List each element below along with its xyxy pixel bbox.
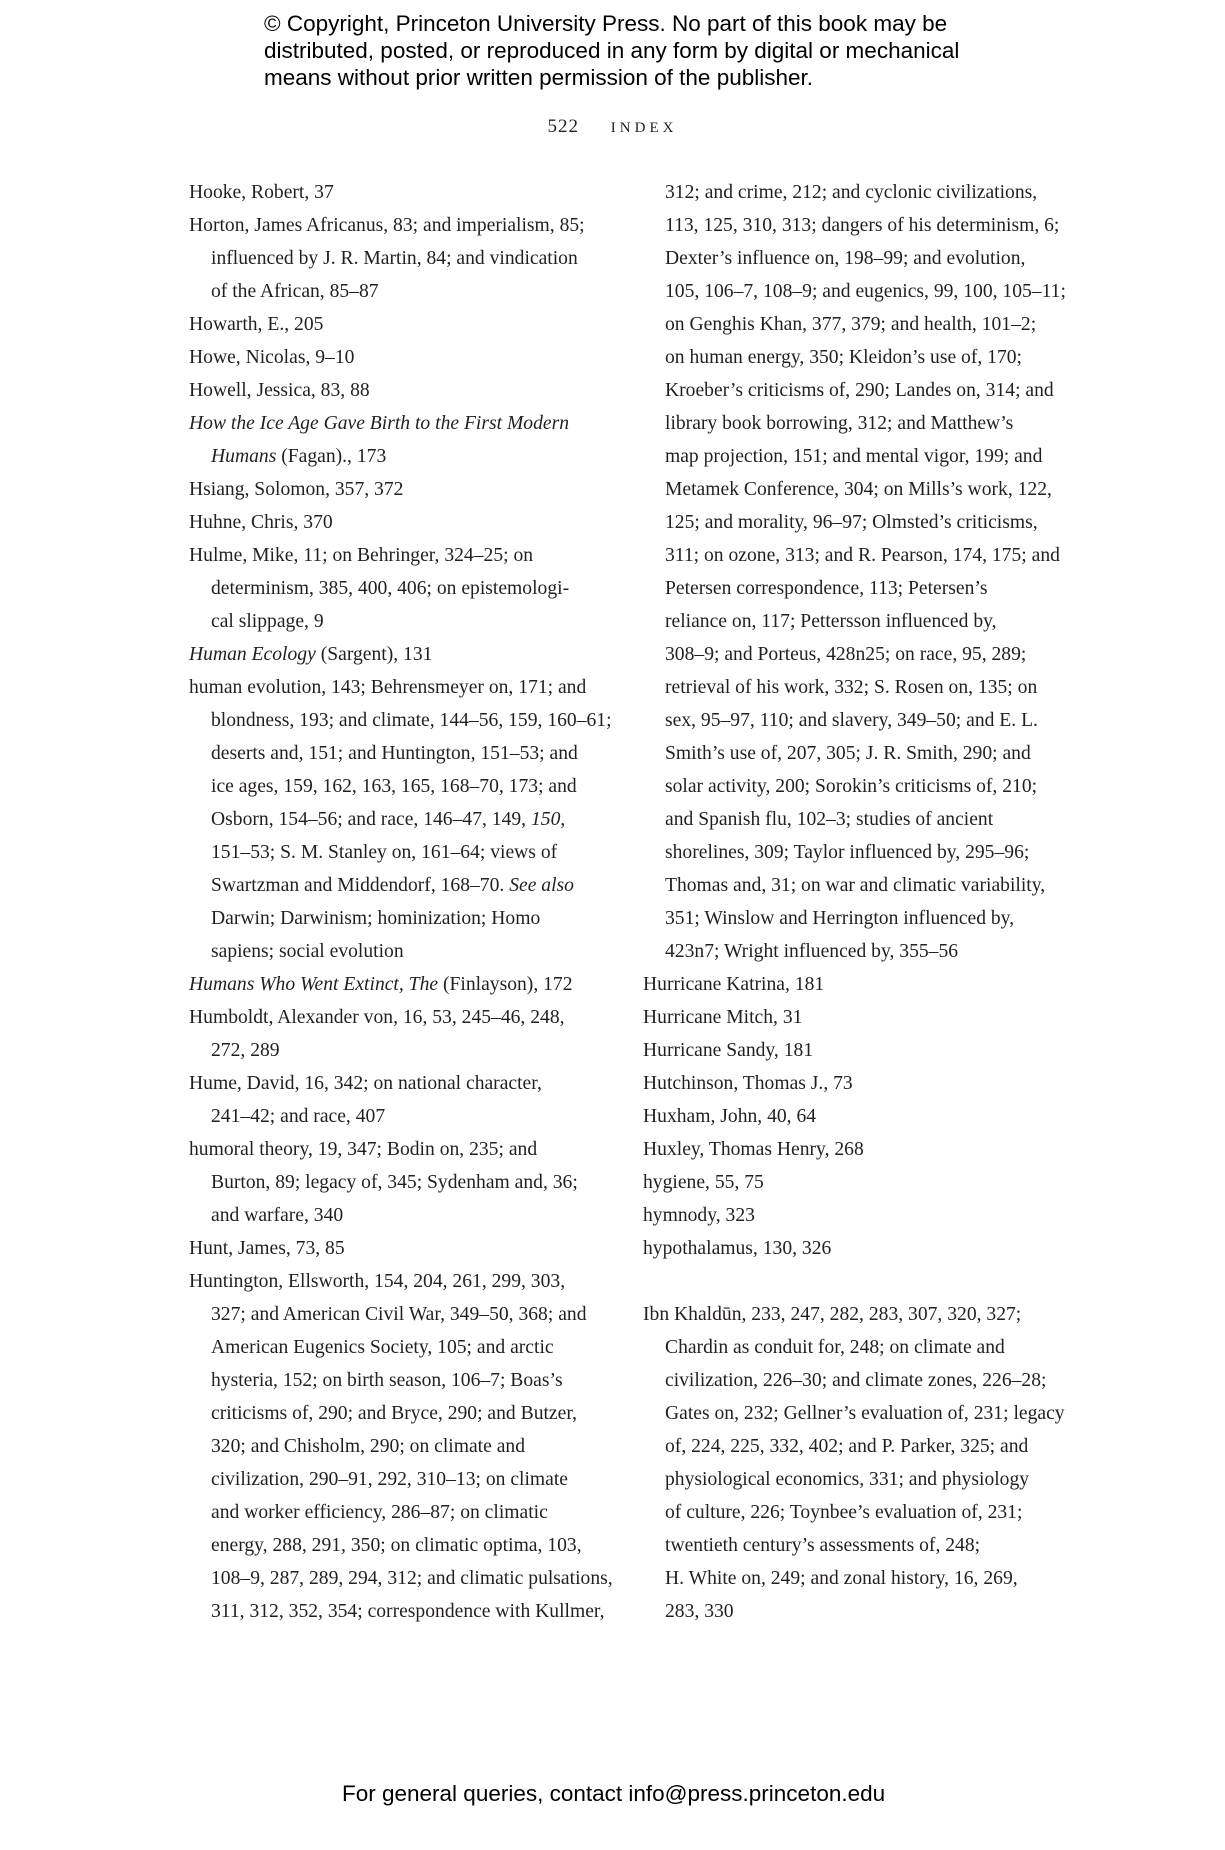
entry-text: solar activity, 200; Sorokin’s criticisms of, 210; (665, 776, 1038, 797)
index-entry-continuation (189, 1034, 609, 1067)
entry-text: energy, 288, 291, 350; on climatic optima, 103, (211, 1535, 582, 1556)
entry-text: determinism, 385, 400, 406; on epistemologi- (211, 578, 570, 599)
index-entry-continuation (189, 1562, 613, 1595)
index-entry-continuation (189, 1199, 609, 1232)
entry-text: Kroeber’s criticisms of, 290; Landes on, 314; and (665, 380, 1054, 401)
index-entry-continuation (643, 902, 1073, 935)
index-entry-continuation (189, 1463, 609, 1496)
index-entry-continuation (643, 638, 1073, 671)
index-entry (643, 1298, 1073, 1331)
entry-text: 108–9, 287, 289, 294, 312; and climatic pulsations, (211, 1568, 613, 1589)
entry-text: civilization, 226–30; and climate zones, 226–28; (665, 1370, 1047, 1391)
entry-text: influenced by J. R. Martin, 84; and vindication (211, 248, 578, 269)
index-entry-continuation (643, 539, 1073, 572)
index-entry (189, 968, 609, 1001)
entry-text: Metamek Conference, 304; on Mills’s work, 122, (665, 479, 1052, 500)
index-entry-continuation (189, 1595, 609, 1628)
index-entry-continuation (643, 1496, 1073, 1529)
index-entry-continuation (643, 176, 1073, 209)
entry-text: Howe, Nicolas, 9–10 (189, 347, 355, 368)
index-entry-continuation (189, 242, 609, 275)
index-entry-continuation (643, 440, 1073, 473)
entry-text: Hurricane Mitch, 31 (643, 1007, 803, 1028)
entry-text: 311, 312, 352, 354; correspondence with Kullmer, (211, 1601, 605, 1622)
entry-text: American Eugenics Society, 105; and arctic (211, 1337, 554, 1358)
index-entry-continuation (643, 869, 1073, 902)
index-entry-continuation (643, 275, 1073, 308)
index-entry-continuation (189, 902, 609, 935)
entry-text: Swartzman and Middendorf, 168–70. (211, 875, 510, 896)
index-entry-continuation (643, 671, 1073, 704)
entry-text: ice ages, 159, 162, 163, 165, 168–70, 173; and (211, 776, 577, 797)
entry-text: Hulme, Mike, 11; on Behringer, 324–25; on (189, 545, 534, 566)
index-entry-continuation (643, 770, 1073, 803)
italic-title-text: Human Ecology (189, 644, 316, 665)
entry-text: , (560, 809, 566, 830)
index-entry (189, 473, 609, 506)
entry-text: Smith’s use of, 207, 305; J. R. Smith, 290; and (665, 743, 1031, 764)
entry-text: Osborn, 154–56; and race, 146–47, 149, (211, 809, 531, 830)
index-column-right (643, 176, 1073, 1628)
entry-text: cal slippage, 9 (211, 611, 324, 632)
entry-text: 308–9; and Porteus, 428n25; on race, 95, 289; (665, 644, 1027, 665)
index-entry-continuation (643, 836, 1073, 869)
index-entry (643, 1166, 1073, 1199)
index-entry-continuation (189, 1430, 609, 1463)
index-entry-continuation (643, 803, 1073, 836)
index-entry-continuation (189, 1529, 609, 1562)
entry-text: Huxham, John, 40, 64 (643, 1106, 817, 1127)
index-entry (189, 374, 609, 407)
entry-text: sex, 95–97, 110; and slavery, 349–50; and E. L. (665, 710, 1038, 731)
entry-text: Hsiang, Solomon, 357, 372 (189, 479, 404, 500)
index-entry-continuation (643, 737, 1073, 770)
entry-text: 351; Winslow and Herrington influenced by, (665, 908, 1015, 929)
index-entry (643, 1001, 1073, 1034)
entry-text: twentieth century’s assessments of, 248; (665, 1535, 981, 1556)
entry-text: 423n7; Wright influenced by, 355–56 (665, 941, 959, 962)
index-entry-continuation (189, 737, 609, 770)
index-entry-continuation (189, 1166, 609, 1199)
index-entry (643, 1067, 1073, 1100)
index-entry (189, 506, 609, 539)
index-entry-continuation (189, 1496, 609, 1529)
entry-text: Hunt, James, 73, 85 (189, 1238, 345, 1259)
entry-text: hysteria, 152; on birth season, 106–7; Boas’s (211, 1370, 563, 1391)
copyright-notice (264, 10, 1024, 91)
entry-text: and warfare, 340 (211, 1205, 344, 1226)
italic-title-text: How the Ice Age Gave Birth to the First Modern (189, 413, 570, 434)
index-entry (189, 341, 609, 374)
italic-title-text: See also (509, 875, 574, 896)
entry-text: 327; and American Civil War, 349–50, 368; and (211, 1304, 587, 1325)
entry-text: on Genghis Khan, 377, 379; and health, 101–2; (665, 314, 1037, 335)
entry-text: Huntington, Ellsworth, 154, 204, 261, 299, 303, (189, 1271, 566, 1292)
entry-text: hygiene, 55, 75 (643, 1172, 764, 1193)
entry-text: humoral theory, 19, 347; Bodin on, 235; and (189, 1139, 538, 1160)
entry-text: 312; and crime, 212; and cyclonic civilizations, (665, 182, 1038, 203)
entry-text: 241–42; and race, 407 (211, 1106, 386, 1127)
index-entry-continuation (643, 242, 1073, 275)
index-entry (189, 671, 609, 704)
entry-text: hymnody, 323 (643, 1205, 755, 1226)
entry-text: H. White on, 249; and zonal history, 16, 269, (665, 1568, 1018, 1589)
entry-text: human evolution, 143; Behrensmeyer on, 171; and (189, 677, 587, 698)
index-entry-continuation (643, 374, 1073, 407)
entry-text: reliance on, 117; Pettersson influenced by, (665, 611, 997, 632)
page-number: 522 (547, 116, 580, 137)
index-entry-continuation (189, 275, 609, 308)
entry-text: Horton, James Africanus, 83; and imperialism, 85; (189, 215, 585, 236)
entry-text: of, 224, 225, 332, 402; and P. Parker, 325; and (665, 1436, 1029, 1457)
entry-text: 311; on ozone, 313; and R. Pearson, 174, 175; and (665, 545, 1060, 566)
entry-text: 151–53; S. M. Stanley on, 161–64; views of (211, 842, 558, 863)
index-entry (189, 638, 609, 671)
index-entry (189, 209, 609, 242)
entry-text: and worker efficiency, 286–87; on climatic (211, 1502, 548, 1523)
index-entry-continuation (189, 1364, 609, 1397)
index-entry-continuation (189, 1397, 609, 1430)
italic-title-text: Humans (211, 446, 277, 467)
index-entry-continuation (643, 308, 1073, 341)
entry-text: Gates on, 232; Gellner’s evaluation of, 231; legacy (665, 1403, 1065, 1424)
index-entry-continuation (189, 440, 609, 473)
entry-text: Hurricane Sandy, 181 (643, 1040, 814, 1061)
index-entry (643, 1232, 1073, 1265)
copyright-line: © Copyright, Princeton University Press. No part of this book may be (264, 11, 948, 36)
index-entry-continuation (189, 836, 609, 869)
index-entry-continuation (189, 1100, 609, 1133)
entry-text: retrieval of his work, 332; S. Rosen on, 135; on (665, 677, 1038, 698)
index-entry-continuation (643, 572, 1073, 605)
italic-title-text: Humans Who Went Extinct, The (189, 974, 439, 995)
entry-text: Huxley, Thomas Henry, 268 (643, 1139, 864, 1160)
entry-text: Thomas and, 31; on war and climatic variability, (665, 875, 1046, 896)
index-entry-continuation (643, 1430, 1073, 1463)
italic-title-text: 150 (530, 809, 561, 830)
entry-text: 125; and morality, 96–97; Olmsted’s criticisms, (665, 512, 1038, 533)
entry-text: sapiens; social evolution (211, 941, 404, 962)
index-entry-continuation (643, 1595, 1073, 1628)
index-entry-continuation (189, 605, 609, 638)
index-entry-continuation (643, 1529, 1073, 1562)
index-entry-continuation (643, 704, 1073, 737)
entry-text: (Fagan)., 173 (276, 446, 387, 467)
entry-text: Humboldt, Alexander von, 16, 53, 245–46, 248, (189, 1007, 565, 1028)
entry-text: Huhne, Chris, 370 (189, 512, 333, 533)
entry-text: physiological economics, 331; and physiology (665, 1469, 1030, 1490)
entry-text: Howarth, E., 205 (189, 314, 324, 335)
entry-text: hypothalamus, 130, 326 (643, 1238, 832, 1259)
index-entry (643, 1100, 1073, 1133)
index-entry-continuation (643, 341, 1073, 374)
index-entry (189, 308, 609, 341)
index-entry (189, 176, 609, 209)
entry-text: and Spanish flu, 102–3; studies of ancient (665, 809, 994, 830)
index-entry (643, 1133, 1073, 1166)
copyright-line: distributed, posted, or reproduced in any form by digital or mechanical (264, 38, 960, 63)
index-entry-continuation (643, 935, 1073, 968)
index-entry-continuation (189, 1331, 609, 1364)
entry-text: of culture, 226; Toynbee’s evaluation of, 231; (665, 1502, 1023, 1523)
index-entry (189, 539, 609, 572)
entry-text: 113, 125, 310, 313; dangers of his determinism, 6; (665, 215, 1060, 236)
index-column-left (189, 176, 613, 1628)
entry-text: Hutchinson, Thomas J., 73 (643, 1073, 853, 1094)
entry-text: Dexter’s influence on, 198–99; and evolution, (665, 248, 1026, 269)
index-entry-continuation (189, 704, 612, 737)
entry-text: Hooke, Robert, 37 (189, 182, 334, 203)
entry-text: blondness, 193; and climate, 144–56, 159, 160–61; (211, 710, 612, 731)
index-entry-continuation (643, 407, 1073, 440)
entry-text: Darwin; Darwinism; hominization; Homo (211, 908, 541, 929)
index-entry-continuation (643, 1331, 1073, 1364)
index-entry (189, 1265, 609, 1298)
entry-text: Hume, David, 16, 342; on national character, (189, 1073, 542, 1094)
entry-text: Ibn Khaldūn, 233, 247, 282, 283, 307, 320, 327; (643, 1304, 1022, 1325)
index-entry-continuation (643, 1397, 1073, 1430)
entry-text: of the African, 85–87 (211, 281, 379, 302)
index-entry (643, 1034, 1073, 1067)
entry-text: 272, 289 (211, 1040, 280, 1061)
index-entry-continuation (189, 803, 609, 836)
entry-text: Howell, Jessica, 83, 88 (189, 380, 370, 401)
entry-text: 320; and Chisholm, 290; on climate and (211, 1436, 526, 1457)
section-title: index (610, 113, 678, 137)
index-entry (189, 1067, 609, 1100)
entry-text: (Sargent), 131 (315, 644, 433, 665)
entry-text: deserts and, 151; and Huntington, 151–53; and (211, 743, 578, 764)
entry-text: (Finlayson), 172 (438, 974, 573, 995)
index-entry-continuation (189, 1298, 609, 1331)
index-entry (643, 968, 1073, 1001)
entry-text: Burton, 89; legacy of, 345; Sydenham and, 36; (211, 1172, 578, 1193)
entry-text: 105, 106–7, 108–9; and eugenics, 99, 100, 105–11; (665, 281, 1066, 302)
index-entry-continuation (643, 506, 1073, 539)
index-entry (189, 1232, 609, 1265)
index-entry-continuation (643, 1562, 1073, 1595)
index-entry (189, 1133, 609, 1166)
entry-text: criticisms of, 290; and Bryce, 290; and Butzer, (211, 1403, 577, 1424)
entry-text: library book borrowing, 312; and Matthew’s (665, 413, 1014, 434)
index-entry (189, 407, 609, 440)
index-entry-continuation (643, 605, 1073, 638)
running-head (0, 113, 1225, 138)
entry-text: 283, 330 (665, 1601, 734, 1622)
index-entry (189, 1001, 609, 1034)
footer-contact: For general queries, contact info@press.princeton.edu (342, 1781, 886, 1806)
entry-text: Hurricane Katrina, 181 (643, 974, 825, 995)
entry-text: Petersen correspondence, 113; Petersen’s (665, 578, 988, 599)
index-entry-continuation (643, 1364, 1073, 1397)
index-entry-continuation (643, 1463, 1073, 1496)
index-entry-continuation (189, 869, 609, 902)
index-entry-continuation (189, 935, 609, 968)
entry-text: Chardin as conduit for, 248; on climate and (665, 1337, 1005, 1358)
index-entry-continuation (643, 473, 1073, 506)
entry-text: map projection, 151; and mental vigor, 199; and (665, 446, 1043, 467)
index-entry (643, 1199, 1073, 1232)
index-entry-continuation (643, 209, 1073, 242)
entry-text: civilization, 290–91, 292, 310–13; on climate (211, 1469, 568, 1490)
index-entry-continuation (189, 572, 609, 605)
index-entry-continuation (189, 770, 609, 803)
entry-text: on human energy, 350; Kleidon’s use of, 170; (665, 347, 1022, 368)
copyright-line: means without prior written permission of the publisher. (264, 65, 814, 90)
entry-spacer (643, 1265, 1073, 1298)
entry-text: shorelines, 309; Taylor influenced by, 295–96; (665, 842, 1030, 863)
